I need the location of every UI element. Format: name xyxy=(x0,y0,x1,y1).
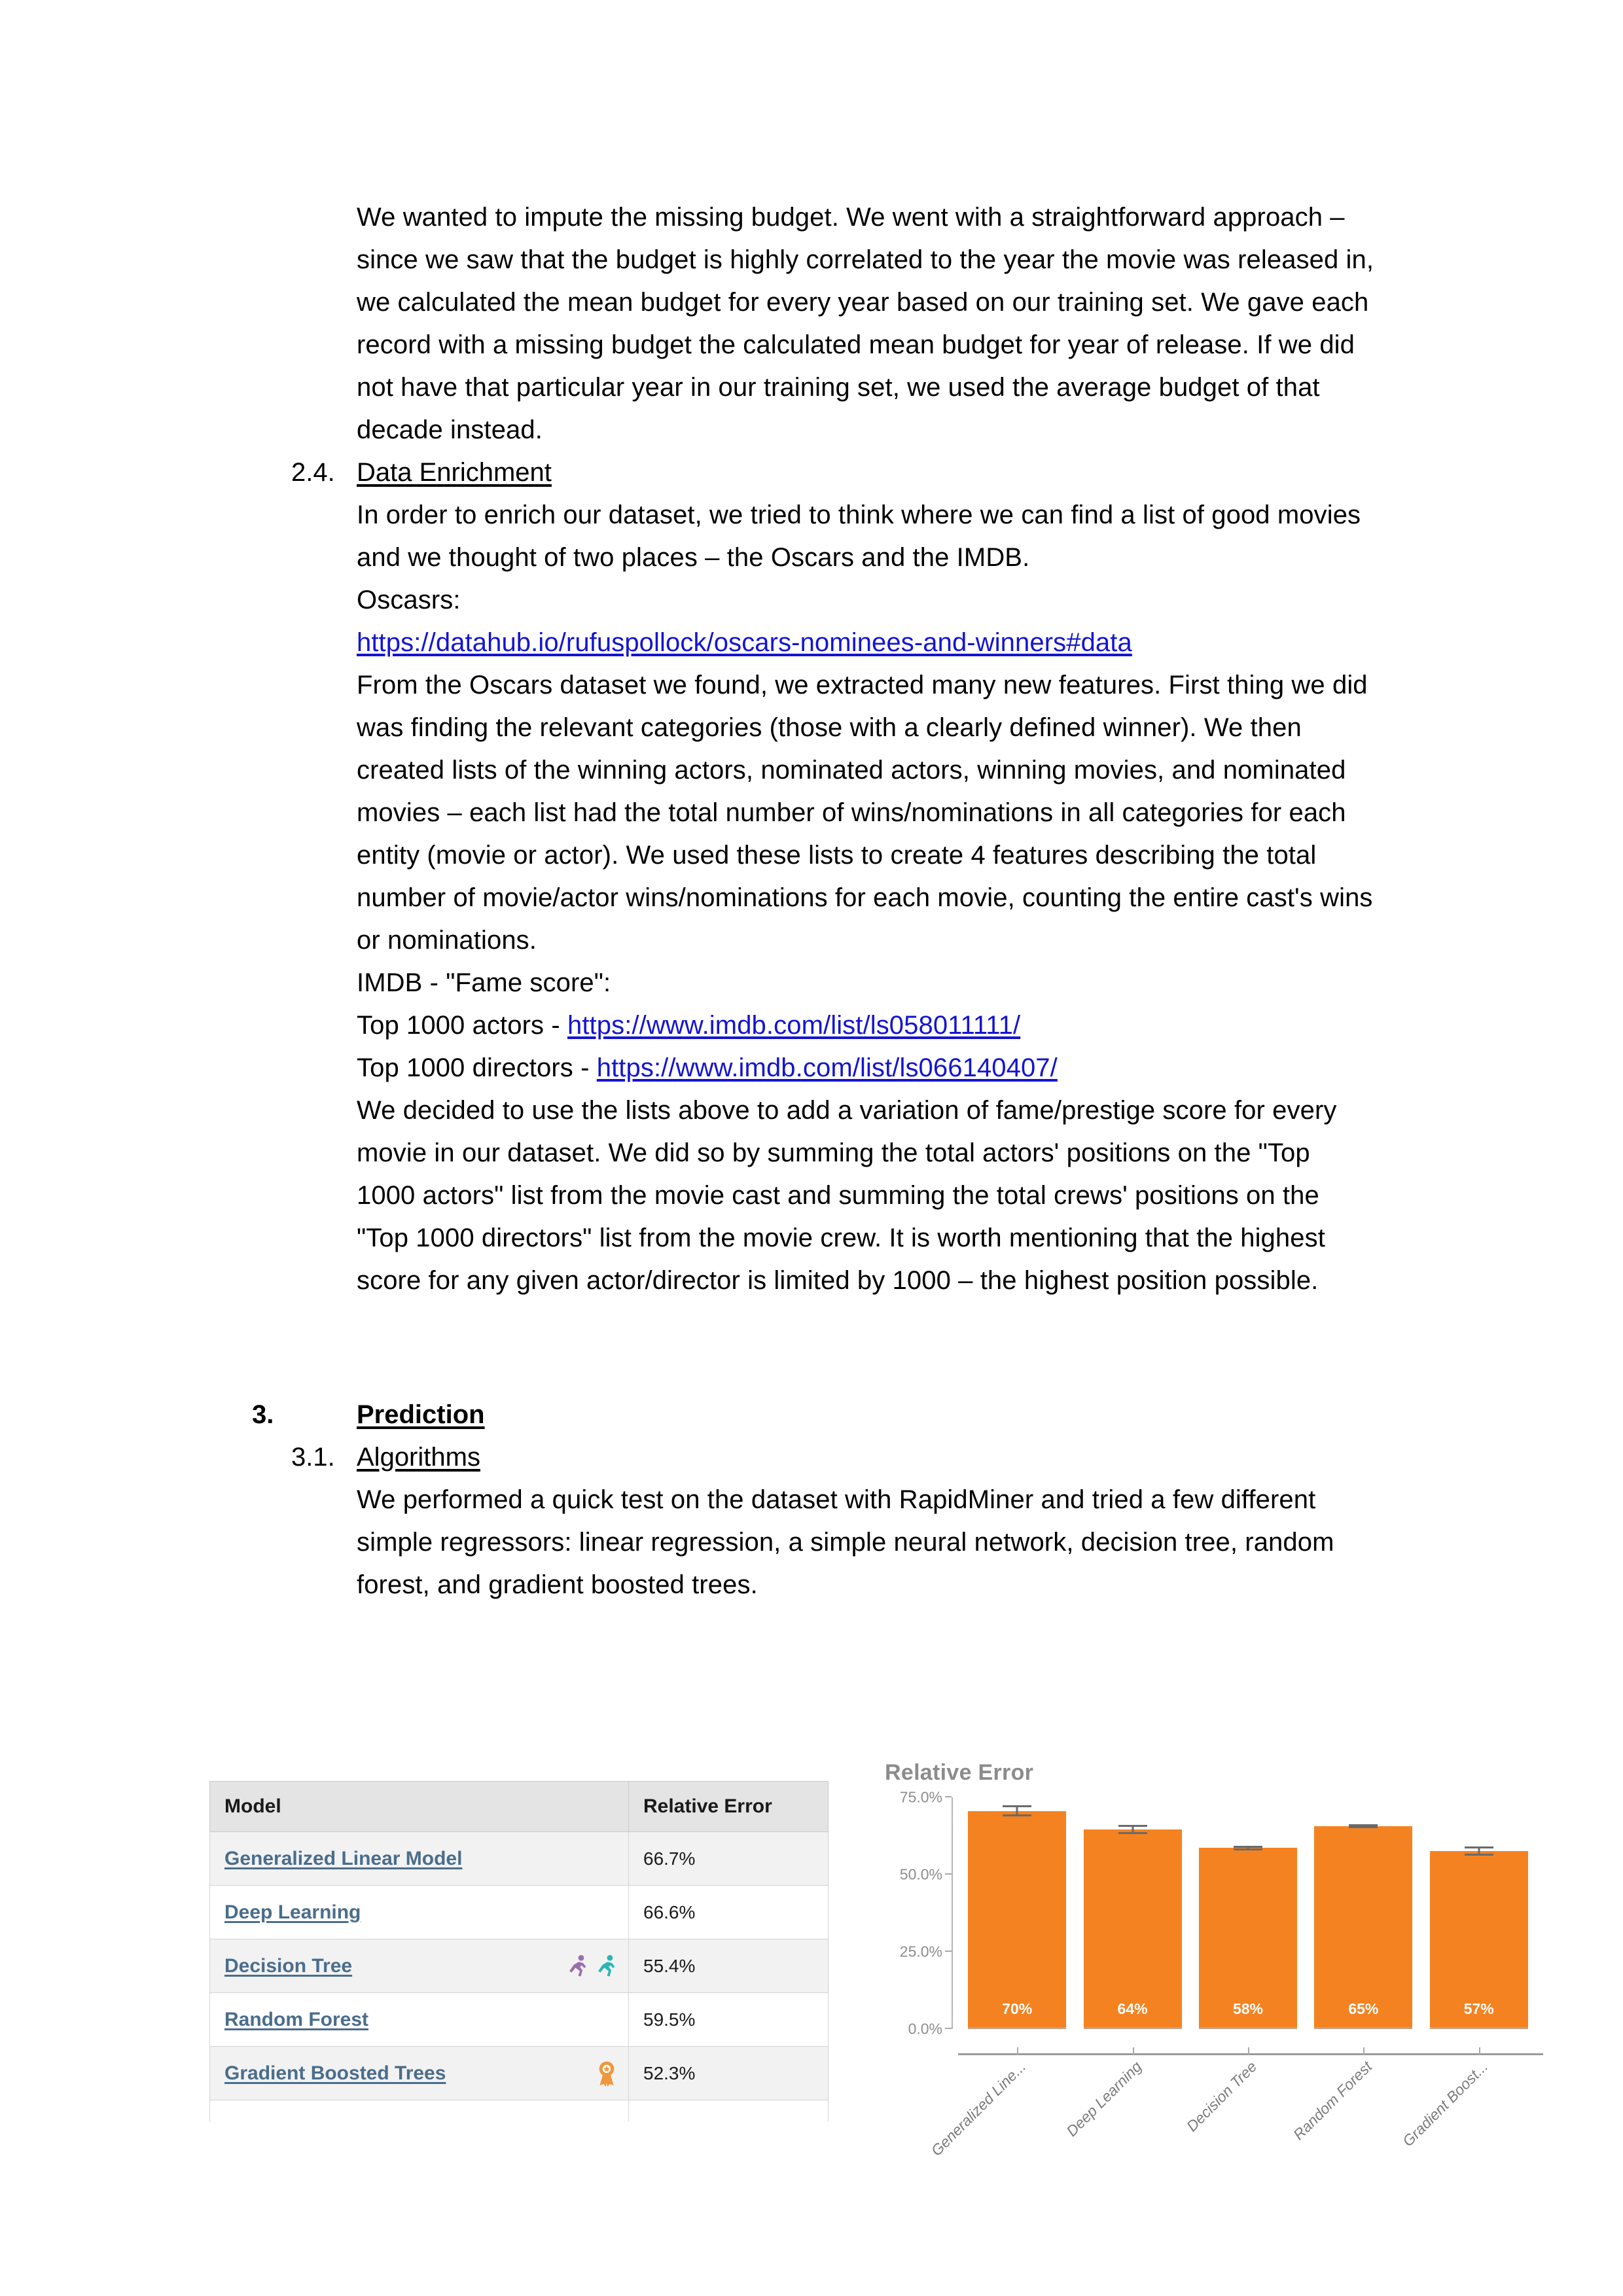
bar-data-label: 64% xyxy=(1117,2000,1148,2017)
y-axis-tick-label: 25.0% xyxy=(899,1943,942,1960)
bar[interactable] xyxy=(968,1811,1066,2029)
chart-title: Relative Error xyxy=(885,1760,1034,1785)
heading-3-prediction xyxy=(252,1394,1374,1436)
x-label-slot xyxy=(1062,2055,1182,2153)
y-axis-tick xyxy=(945,2028,952,2029)
value-relative-error: 52.3% xyxy=(643,2062,696,2083)
x-label-slot xyxy=(1399,2055,1528,2153)
y-axis-line xyxy=(952,1797,953,2029)
cell-relative-error xyxy=(629,1832,829,1886)
runner-purple-icon xyxy=(567,1954,589,1979)
runner-teal-icon xyxy=(596,1954,618,1979)
heading-2-4-number: 2.4. xyxy=(291,458,335,487)
value-relative-error: 66.6% xyxy=(643,1901,696,1922)
x-axis-tick xyxy=(1479,2047,1480,2055)
value-relative-error: 59.5% xyxy=(643,2009,696,2030)
line-top-directors xyxy=(357,1047,1374,1089)
y-axis-tick-label: 75.0% xyxy=(899,1788,942,1806)
cell-model xyxy=(210,1939,629,1993)
cell-model xyxy=(210,1832,629,1886)
y-axis-tick xyxy=(945,1873,952,1875)
cell-model xyxy=(210,2100,629,2122)
row-icon-group xyxy=(596,2059,618,2088)
model-link-gradient-boosted-trees[interactable]: Gradient Boosted Trees xyxy=(224,2062,446,2084)
y-axis-tick xyxy=(945,1796,952,1797)
model-link-deep-learning[interactable]: Deep Learning xyxy=(224,1901,361,1923)
link-top-actors[interactable]: https://www.imdb.com/list/ls058011111/ xyxy=(567,1011,1021,1040)
table-row[interactable] xyxy=(210,1993,829,2047)
label-imdb-fame-score: IMDB - "Fame score": xyxy=(357,968,611,997)
chart-plot-area xyxy=(882,1788,1543,2159)
results-table-figure xyxy=(209,1781,831,2121)
error-bar xyxy=(1234,1846,1262,1850)
heading-3-1-algorithms xyxy=(291,1436,1374,1479)
heading-2-4 xyxy=(291,451,1374,494)
paragraph-algorithms: We performed a quick test on the dataset with RapidMiner and tried a few different simple regressors: linear regression, a simple neural network, decision tree, random forest, and gradient boosted trees. xyxy=(357,1485,1334,1599)
x-axis-tick-label: Decision Tree xyxy=(1183,2058,1260,2135)
relative-error-chart-figure xyxy=(882,1760,1550,2159)
column-header-relative-error: Relative Error xyxy=(629,1782,829,1832)
heading-3-number: 3. xyxy=(252,1400,274,1429)
y-axis-tick-label: 50.0% xyxy=(899,1865,942,1883)
value-relative-error: 55.4% xyxy=(643,1955,696,1976)
link-top-directors[interactable]: https://www.imdb.com/list/ls066140407/ xyxy=(596,1053,1058,1082)
label-oscars: Oscasrs: xyxy=(357,586,461,614)
bar-group xyxy=(959,1797,1537,2029)
bar-slot xyxy=(1084,1797,1182,2029)
heading-3-title: Prediction xyxy=(357,1400,485,1429)
bar[interactable] xyxy=(1314,1826,1412,2029)
x-axis-tick-label: Deep Learning xyxy=(1062,2058,1145,2140)
heading-3-1-title: Algorithms xyxy=(357,1443,480,1472)
bar-data-label: 57% xyxy=(1463,2000,1494,2017)
x-axis-tick-label: Gradient Boost... xyxy=(1399,2058,1491,2150)
x-axis-tick-label: Generalized Line... xyxy=(927,2058,1029,2159)
cell-relative-error xyxy=(629,1993,829,2047)
award-medal-icon xyxy=(596,2059,618,2088)
x-label-group xyxy=(927,2055,1537,2159)
paragraph-fame-score: We decided to use the lists above to add a variation of fame/prestige score for every movie in our dataset. We did so by summing the total actors' positions on the "Top 1000 actors" list from the movie cast and summing the total crews' positions on the "Top 1000 directors" list from the movie crew. It is worth mentioning that the highest score for any given actor/director is limited by 1000 – the highest position possible. xyxy=(357,1096,1337,1295)
x-axis-tick xyxy=(1017,2047,1018,2055)
bar-data-label: 65% xyxy=(1348,2000,1379,2017)
cell-relative-error xyxy=(629,1939,829,1993)
x-label-slot xyxy=(1183,2055,1297,2153)
paragraph-enrichment-intro: In order to enrich our dataset, we tried to think where we can find a list of good movies and we thought of two places – the Oscars and the IMDB. xyxy=(357,501,1361,572)
heading-2-4-title: Data Enrichment xyxy=(357,458,552,487)
column-header-model: Model xyxy=(210,1782,629,1832)
line-top-actors xyxy=(357,1004,1374,1047)
results-table xyxy=(209,1781,829,2121)
paragraph-oscars-features: From the Oscars dataset we found, we extracted many new features. First thing we did was finding the relevant categories (those with a clearly defined winner). We then created lists of the winning actors, nominated actors, winning movies, and nominated movies – each list had the total number of wins/nominations in all categories for each entity (movie or actor). We used these lists to create 4 features describing the total number of movie/actor wins/nominations for each movie, counting the entire cast's wins or nominations. xyxy=(357,671,1373,955)
x-label-slot xyxy=(927,2055,1066,2159)
x-axis-tick xyxy=(1133,2047,1134,2055)
x-axis-tick xyxy=(1248,2047,1249,2055)
link-oscars-dataset-line xyxy=(357,622,1374,664)
bar[interactable] xyxy=(1430,1851,1528,2029)
cell-model xyxy=(210,1993,629,2047)
value-relative-error: 66.7% xyxy=(643,1848,696,1869)
cell-relative-error xyxy=(629,2047,829,2100)
y-axis-tick-label: 0.0% xyxy=(908,2020,942,2038)
error-bar xyxy=(1003,1805,1031,1816)
error-bar xyxy=(1349,1824,1378,1828)
cell-model xyxy=(210,2047,629,2100)
row-icon-group xyxy=(567,1954,618,1979)
paragraph-budget-imputation: We wanted to impute the missing budget. We went with a straightforward approach – since we saw that the budget is highly correlated to the year the movie was released in, we calculated the mean budget for every year based on our training set. We gave each record with a missing budget the calculated mean budget for year of release. If we did not have that particular year in our training set, we used the average budget of that decade instead. xyxy=(357,203,1374,444)
bar-slot xyxy=(1199,1797,1297,2029)
cell-relative-error xyxy=(629,2100,829,2122)
table-row-partial[interactable] xyxy=(210,2100,829,2122)
bar-data-label: 58% xyxy=(1232,2000,1263,2017)
x-axis-tick xyxy=(1363,2047,1364,2055)
table-row[interactable] xyxy=(210,2047,829,2100)
y-axis-tick xyxy=(945,1951,952,1952)
cell-model xyxy=(210,1886,629,1939)
label-top-directors: Top 1000 directors - xyxy=(357,1053,597,1082)
x-label-slot xyxy=(1290,2055,1412,2153)
text-column xyxy=(252,196,1374,1606)
label-top-actors: Top 1000 actors - xyxy=(357,1011,567,1040)
model-link-generalized-linear-model[interactable]: Generalized Linear Model xyxy=(224,1847,463,1869)
bar-slot xyxy=(1314,1797,1412,2029)
cell-relative-error xyxy=(629,1886,829,1939)
table-row[interactable] xyxy=(210,1832,829,1886)
model-link-random-forest[interactable]: Random Forest xyxy=(224,2008,369,2030)
table-row[interactable] xyxy=(210,1886,829,1939)
x-axis-tick-label: Random Forest xyxy=(1290,2058,1376,2144)
heading-3-1-number: 3.1. xyxy=(291,1443,335,1472)
error-bar xyxy=(1118,1825,1147,1834)
bar-data-label: 70% xyxy=(1002,2000,1033,2017)
model-link-decision-tree[interactable]: Decision Tree xyxy=(224,1954,353,1977)
bar-slot xyxy=(1430,1797,1528,2029)
bar[interactable] xyxy=(1084,1829,1182,2029)
link-oscars-dataset[interactable]: https://datahub.io/rufuspollock/oscars-nominees-and-winners#data xyxy=(357,628,1132,657)
section-spacer xyxy=(357,1302,1374,1394)
error-bar xyxy=(1465,1846,1493,1855)
bar[interactable] xyxy=(1199,1848,1297,2029)
bar-slot xyxy=(968,1797,1066,2029)
table-row[interactable] xyxy=(210,1939,829,1993)
table-header-row xyxy=(210,1782,829,1832)
